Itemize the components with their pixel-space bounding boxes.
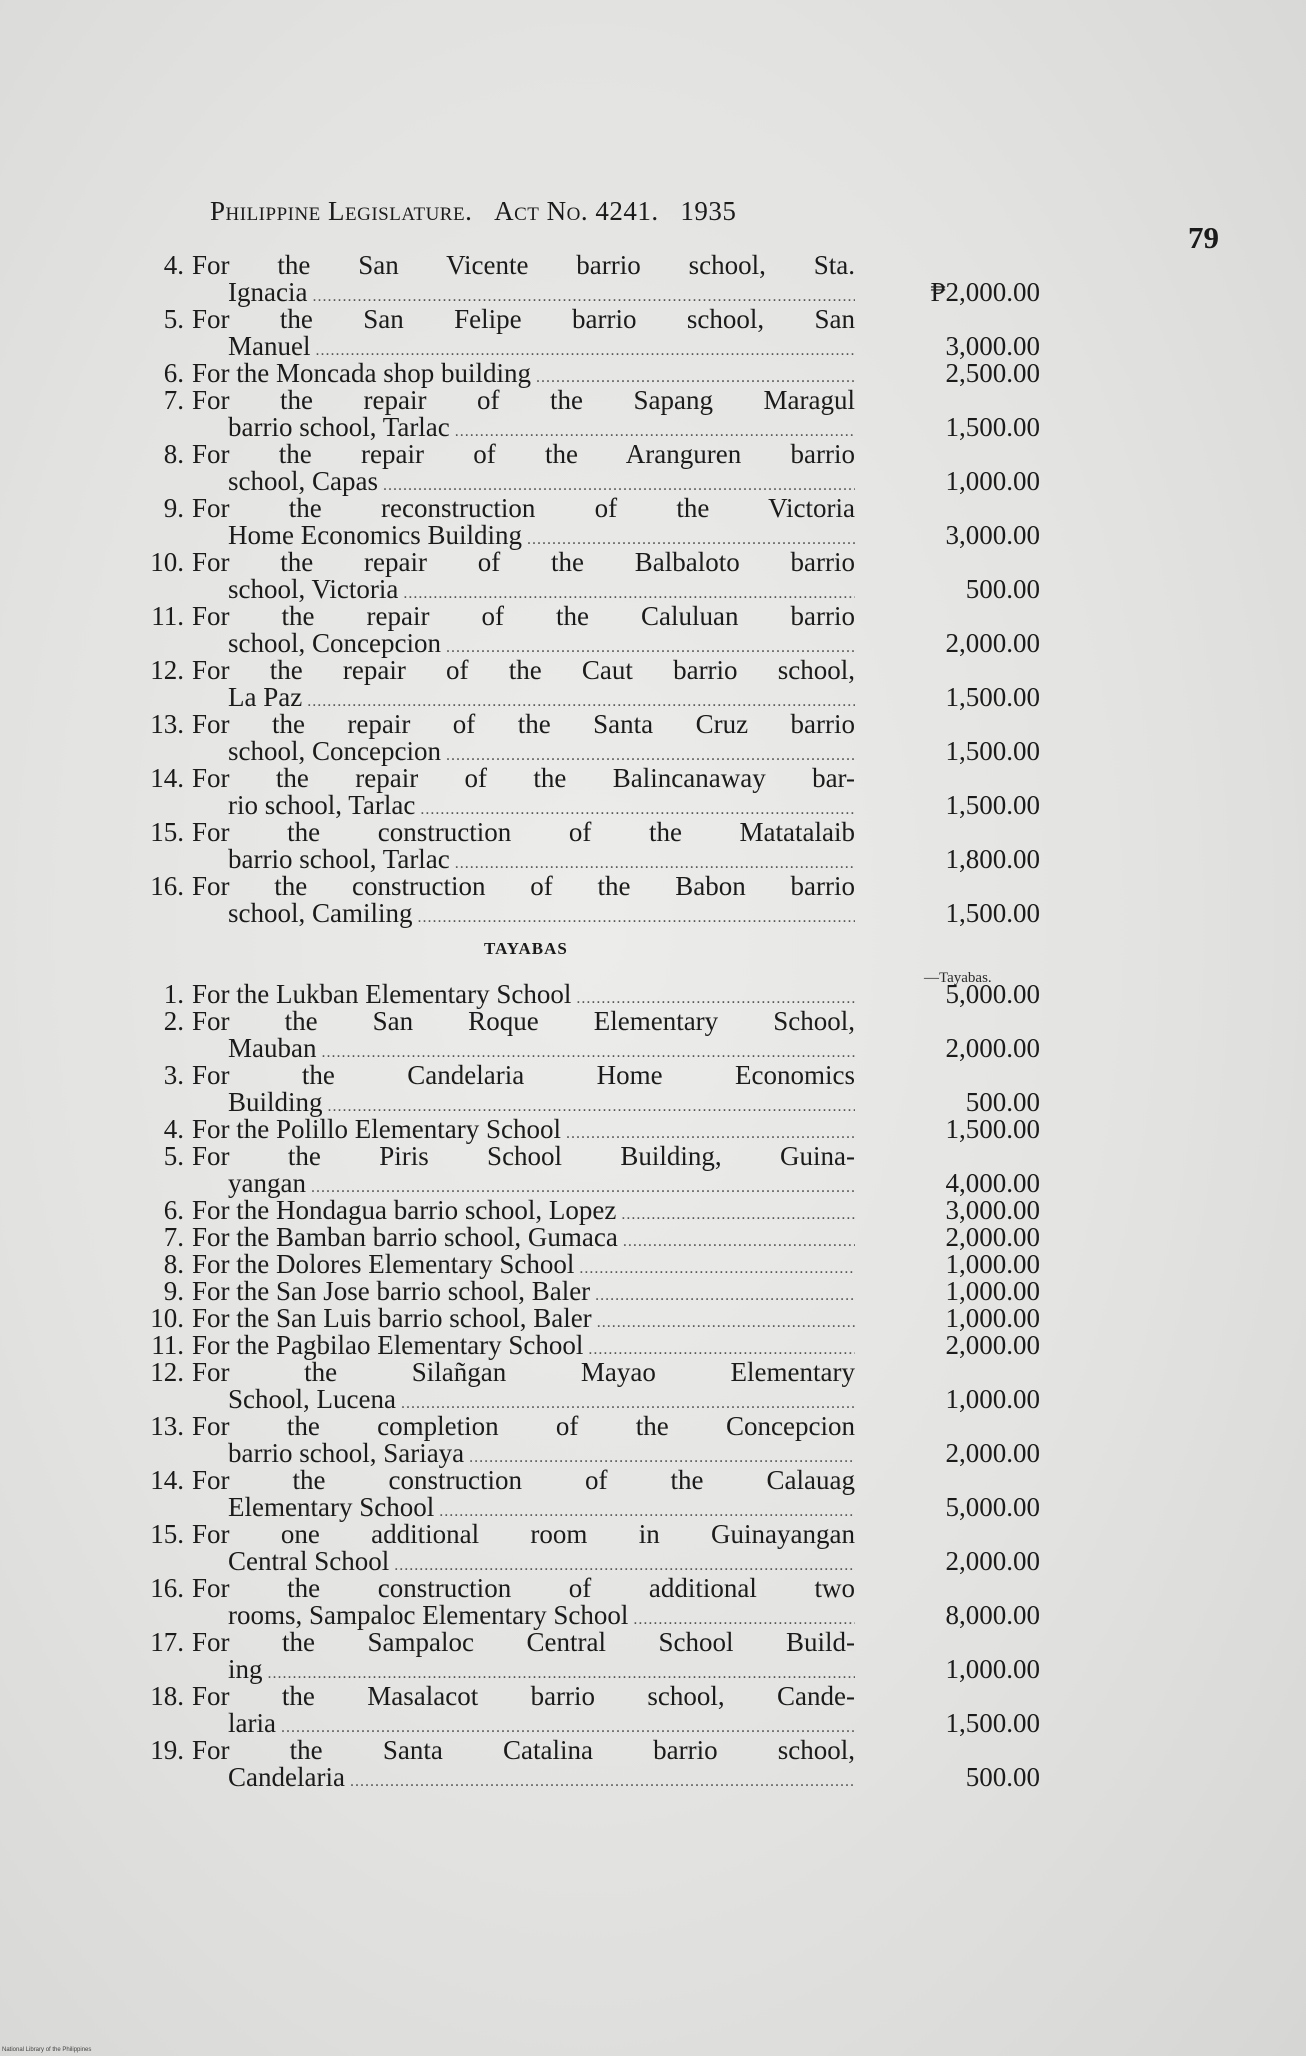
item-description-continued: barrio school, Sariaya ..... (228, 1440, 855, 1471)
item-number: 14. (150, 763, 184, 793)
appropriation-group-tayabas (128, 979, 1040, 1792)
item-description-continued: barrio school, Tarlac ..... (228, 414, 855, 445)
item-description: For the Lukban Elementary School ..... (192, 981, 855, 1012)
item-description-continued: rio school, Tarlac ..... (228, 792, 855, 823)
item-number: 10. (150, 547, 184, 577)
item-number: 15. (150, 817, 184, 847)
item-description: For the San Luis barrio school, Baler ..... (192, 1305, 855, 1336)
item-amount: 2,000.00 (945, 628, 1040, 658)
item-amount: 3,000.00 (945, 331, 1040, 361)
section-heading (128, 927, 928, 981)
item-description: For the Masalacot barrio school, Cande- (192, 1681, 855, 1711)
item-number: 4. (163, 250, 184, 280)
appropriation-item (128, 655, 1040, 712)
item-description: For the Pagbilao Elementary School ..... (192, 1332, 855, 1363)
appropriation-item (128, 1465, 1040, 1522)
item-number: 13. (150, 1411, 184, 1441)
appropriation-item (128, 601, 1040, 658)
item-amount: 8,000.00 (945, 1600, 1040, 1630)
appropriation-item (128, 1330, 1040, 1360)
item-description: For the Candelaria Home Economics (192, 1060, 855, 1090)
item-description-continued: Elementary School ..... (228, 1494, 855, 1525)
item-description: For the construction of the Matatalaib (192, 817, 855, 847)
appropriation-item (128, 763, 1040, 820)
item-description: For the repair of the Balincanaway bar- (192, 763, 855, 793)
item-description: For the Piris School Building, Guina- (192, 1141, 855, 1171)
item-amount: 1,000.00 (945, 466, 1040, 496)
footer-credit: National Library of the Philippines (2, 2047, 92, 2053)
item-number: 11. (151, 601, 184, 631)
item-number: 9. (163, 1276, 184, 1306)
item-amount: 1,500.00 (945, 412, 1040, 442)
item-number: 1. (163, 979, 184, 1009)
item-amount: 2,000.00 (945, 1033, 1040, 1063)
item-description: For the repair of the Balbaloto barrio (192, 547, 855, 577)
item-description: For the repair of the Caut barrio school, (192, 655, 855, 685)
item-number: 19. (150, 1735, 184, 1765)
item-amount: 1,000.00 (945, 1384, 1040, 1414)
item-amount: 1,500.00 (945, 736, 1040, 766)
item-number: 17. (150, 1627, 184, 1657)
appropriation-item (128, 1249, 1040, 1279)
item-amount: 3,000.00 (945, 520, 1040, 550)
item-amount: 500.00 (965, 574, 1040, 604)
running-head (210, 196, 870, 227)
item-number: 16. (150, 1573, 184, 1603)
item-amount: 1,000.00 (945, 1249, 1040, 1279)
appropriation-item (128, 871, 1040, 928)
appropriation-item (128, 817, 1040, 874)
item-description-continued: school, Concepcion ..... (228, 738, 855, 769)
item-amount: 5,000.00 (945, 979, 1040, 1009)
item-amount: 3,000.00 (945, 1195, 1040, 1225)
appropriation-item (128, 1519, 1040, 1576)
item-number: 5. (163, 1141, 184, 1171)
appropriation-item (128, 304, 1040, 361)
item-description: For the repair of the Caluluan barrio (192, 601, 855, 631)
item-description: For the Dolores Elementary School ..... (192, 1251, 855, 1282)
item-description: For the repair of the Aranguren barrio (192, 439, 855, 469)
item-description-continued: School, Lucena ..... (228, 1386, 855, 1417)
item-number: 8. (163, 1249, 184, 1279)
item-amount: 1,500.00 (945, 682, 1040, 712)
item-number: 12. (150, 1357, 184, 1387)
item-number: 9. (163, 493, 184, 523)
appropriation-list (128, 250, 1040, 1792)
item-number: 6. (163, 358, 184, 388)
item-number: 10. (150, 1303, 184, 1333)
item-description-continued: school, Victoria ..... (228, 576, 855, 607)
item-description: For the San Roque Elementary School, (192, 1006, 855, 1036)
item-description: For the Silañgan Mayao Elementary (192, 1357, 855, 1387)
item-amount: 1,000.00 (945, 1303, 1040, 1333)
item-description-continued: La Paz ..... (228, 684, 855, 715)
appropriation-item (128, 709, 1040, 766)
appropriation-item (128, 1681, 1040, 1738)
running-head-act: Act No. 4241. (494, 196, 659, 226)
section-title: TAYABAS (484, 939, 568, 958)
item-description: For the San Jose barrio school, Baler ..... (192, 1278, 855, 1309)
item-description: For the completion of the Concepcion (192, 1411, 855, 1441)
appropriation-item (128, 385, 1040, 442)
margin-note: —Tayabas. (924, 970, 992, 986)
item-description: For the San Felipe barrio school, San (192, 304, 855, 334)
item-description-continued: school, Camiling ..... (228, 900, 855, 931)
item-number: 12. (150, 655, 184, 685)
appropriation-item (128, 1276, 1040, 1306)
item-amount: 1,500.00 (945, 898, 1040, 928)
appropriation-item (128, 250, 1040, 307)
appropriation-item (128, 493, 1040, 550)
appropriation-item (128, 1060, 1040, 1117)
item-number: 4. (163, 1114, 184, 1144)
item-amount: 5,000.00 (945, 1492, 1040, 1522)
item-description-continued: school, Concepcion ..... (228, 630, 855, 661)
item-amount: 1,000.00 (945, 1276, 1040, 1306)
item-number: 5. (163, 304, 184, 334)
item-description: For the reconstruction of the Victoria (192, 493, 855, 523)
item-description: For the construction of the Babon barrio (192, 871, 855, 901)
appropriation-item (128, 1141, 1040, 1198)
appropriation-item (128, 1735, 1040, 1792)
item-number: 7. (163, 1222, 184, 1252)
running-head-year: 1935 (680, 196, 737, 226)
item-amount: 1,800.00 (945, 844, 1040, 874)
item-amount: 1,500.00 (945, 790, 1040, 820)
item-description-continued: school, Capas ..... (228, 468, 855, 499)
item-number: 2. (163, 1006, 184, 1036)
item-description: For the Bamban barrio school, Gumaca ..... (192, 1224, 855, 1255)
item-number: 3. (163, 1060, 184, 1090)
item-description-continued: Building ..... (228, 1089, 855, 1120)
item-description: For the construction of additional two (192, 1573, 855, 1603)
item-amount: 500.00 (965, 1762, 1040, 1792)
item-description-continued: rooms, Sampaloc Elementary School ..... (228, 1602, 855, 1633)
item-amount: 1,500.00 (945, 1114, 1040, 1144)
appropriation-item (128, 1006, 1040, 1063)
item-description-continued: Mauban ..... (228, 1035, 855, 1066)
item-amount: 2,000.00 (945, 1546, 1040, 1576)
appropriation-item (128, 1357, 1040, 1414)
item-number: 11. (151, 1330, 184, 1360)
item-description-continued: yangan ..... (228, 1170, 855, 1201)
appropriation-item (128, 1627, 1040, 1684)
item-number: 14. (150, 1465, 184, 1495)
item-description: For the Sampaloc Central School Build- (192, 1627, 855, 1657)
item-number: 15. (150, 1519, 184, 1549)
appropriation-item (128, 1114, 1040, 1144)
item-description-continued: Candelaria ..... (228, 1764, 855, 1795)
item-number: 16. (150, 871, 184, 901)
item-amount: 2,500.00 (945, 358, 1040, 388)
item-description-continued: barrio school, Tarlac ..... (228, 846, 855, 877)
appropriation-item (128, 1303, 1040, 1333)
item-description-continued: Manuel ..... (228, 333, 855, 364)
item-description-continued: ing ..... (228, 1656, 855, 1687)
item-description: For the Moncada shop building ..... (192, 360, 855, 391)
item-number: 8. (163, 439, 184, 469)
item-amount: 1,000.00 (945, 1654, 1040, 1684)
item-amount: 1,500.00 (945, 1708, 1040, 1738)
item-number: 13. (150, 709, 184, 739)
appropriation-item (128, 358, 1040, 388)
item-description: For the Polillo Elementary School ..... (192, 1116, 855, 1147)
item-description: For the Santa Catalina barrio school, (192, 1735, 855, 1765)
appropriation-item (128, 1573, 1040, 1630)
item-description: For the construction of the Calauag (192, 1465, 855, 1495)
appropriation-item (128, 547, 1040, 604)
item-description-continued: laria ..... (228, 1710, 855, 1741)
item-number: 18. (150, 1681, 184, 1711)
item-number: 6. (163, 1195, 184, 1225)
item-description-continued: Central School ..... (228, 1548, 855, 1579)
appropriation-item (128, 979, 1040, 1009)
item-description-continued: Home Economics Building ..... (228, 522, 855, 553)
item-description-continued: Ignacia ..... (228, 279, 855, 310)
page-number: 79 (1188, 220, 1219, 255)
appropriation-item (128, 1411, 1040, 1468)
item-amount: 500.00 (965, 1087, 1040, 1117)
appropriation-group-tarlac (128, 250, 1040, 928)
item-amount: 2,000.00 (945, 1222, 1040, 1252)
item-description: For the repair of the Santa Cruz barrio (192, 709, 855, 739)
item-description: For the Hondagua barrio school, Lopez ..... (192, 1197, 855, 1228)
item-description: For the San Vicente barrio school, Sta. (192, 250, 855, 280)
appropriation-item (128, 439, 1040, 496)
item-number: 7. (163, 385, 184, 415)
item-description: For the repair of the Sapang Maragul (192, 385, 855, 415)
running-head-title: Philippine Legislature. (210, 196, 473, 226)
item-amount: ₱2,000.00 (930, 277, 1040, 307)
appropriation-item (128, 1195, 1040, 1225)
item-description: For one additional room in Guinayangan (192, 1519, 855, 1549)
appropriation-item (128, 1222, 1040, 1252)
item-amount: 2,000.00 (945, 1330, 1040, 1360)
item-amount: 4,000.00 (945, 1168, 1040, 1198)
item-amount: 2,000.00 (945, 1438, 1040, 1468)
